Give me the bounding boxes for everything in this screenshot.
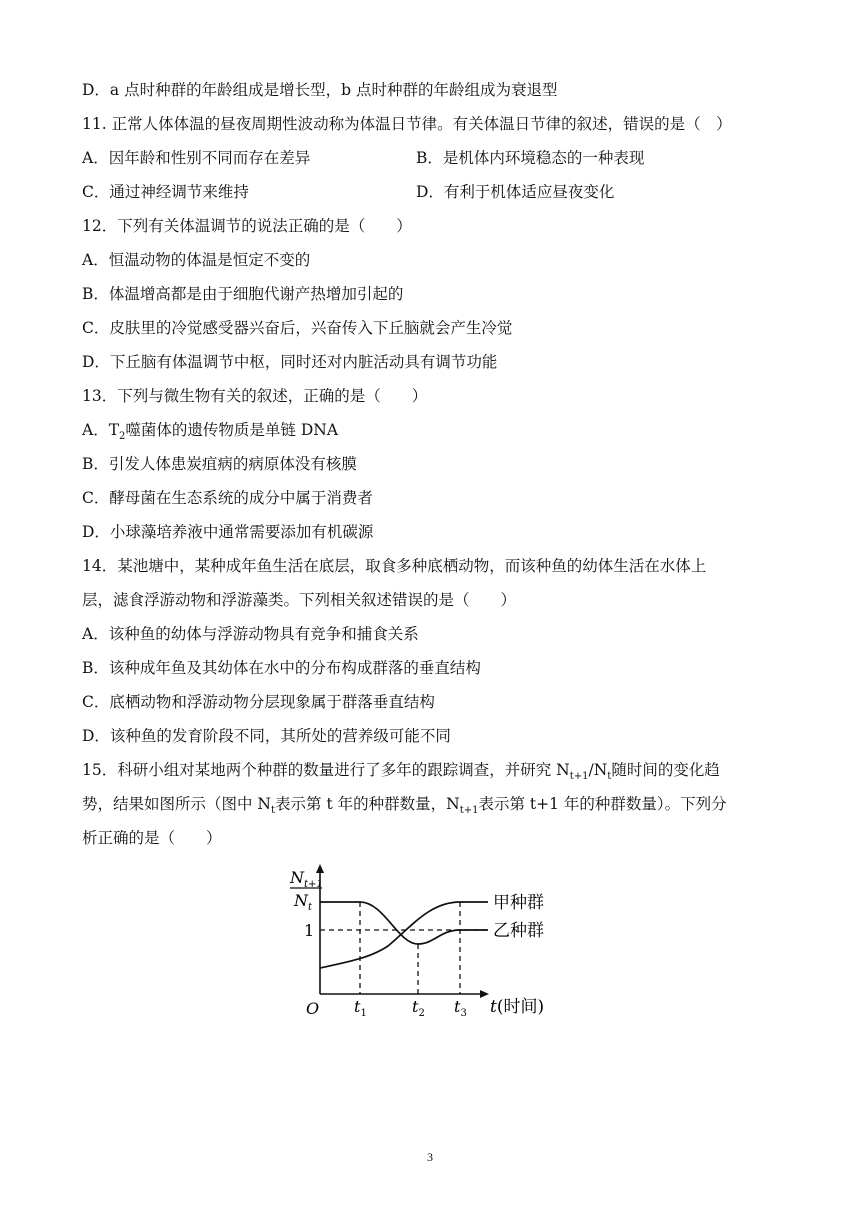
y-tick-1: 1 (304, 921, 315, 940)
q12-option-a: A．恒温动物的体温是恒定不变的 (82, 251, 311, 269)
q14-stem-line2: 层，滤食浮游动物和浮游藻类。下列相关叙述错误的是（ ） (82, 591, 517, 609)
y-axis-arrow (316, 864, 324, 873)
label-yi: 乙种群 (493, 921, 544, 941)
x-axis-arrow (480, 990, 489, 998)
q14-option-c: C．底栖动物和浮游动物分层现象属于群落垂直结构 (82, 693, 435, 711)
q15-l1-a: 15．科研小组对某地两个种群的数量进行了多年的跟踪调查，并研究 N (82, 761, 570, 779)
page-number: 3 (427, 1150, 433, 1164)
q14-option-d: D．该种鱼的发育阶段不同，其所处的营养级可能不同 (82, 727, 451, 745)
q13a-subscript: 2 (119, 431, 126, 443)
q15-stem-line1 (82, 760, 720, 783)
q15-l2-a: 势，结果如图所示（图中 N (82, 795, 271, 813)
q12-stem: 12．下列有关体温调节的说法正确的是（ ） (82, 217, 412, 235)
y-denominator: $N_t$ (294, 891, 313, 913)
q15-l2-sub2: t+1 (459, 805, 479, 817)
curve-yi (320, 902, 488, 944)
q13-option-d: D．小球藻培养液中通常需要添加有机碳源 (82, 523, 374, 541)
q14-option-b: B．该种成年鱼及其幼体在水中的分布构成群落的垂直结构 (82, 659, 481, 677)
t2-label: $t_2$ (412, 997, 425, 1019)
q11-option-d: D．有利于机体适应昼夜变化 (416, 183, 615, 201)
q14-stem-line1: 14．某池塘中，某种成年鱼生活在底层，取食多种底栖动物，而该种鱼的幼体生活在水体上 (82, 557, 707, 575)
q15-stem-line2 (82, 794, 727, 817)
q13-option-b: B．引发人体患炭疽病的病原体没有核膜 (82, 455, 357, 473)
q15-l1-c: 随时间的变化趋 (611, 761, 720, 779)
q12-option-d: D．下丘脑有体温调节中枢，同时还对内脏活动具有调节功能 (82, 353, 498, 371)
q15-l1-sub1: t+1 (569, 771, 589, 783)
q11-option-c: C．通过神经调节来维持 (82, 183, 249, 201)
t3-label: $t_3$ (454, 997, 467, 1019)
q12-option-c: C．皮肤里的冷觉感受器兴奋后，兴奋传入下丘脑就会产生冷觉 (82, 319, 513, 337)
y-numerator: $N_{t+1}$ (290, 868, 323, 890)
origin-label: O (306, 999, 320, 1018)
population-ratio-graph (288, 862, 578, 1020)
q15-l1-sub2: t (607, 771, 612, 783)
q13-option-a (82, 420, 339, 443)
q13a-prefix: A．T (82, 421, 120, 439)
q15-l2-c: 表示第 t+1 年的种群数量）。下列分 (478, 795, 727, 813)
q15-l2-b: 表示第 t 年的种群数量，N (275, 795, 460, 813)
q13-option-c: C．酵母菌在生态系统的成分中属于消费者 (82, 489, 373, 507)
label-jia: 甲种群 (493, 893, 544, 913)
q10-option-d: D．a 点时种群的年龄组成是增长型，b 点时种群的年龄组成为衰退型 (82, 81, 558, 99)
q15-l2-sub1: t (271, 805, 276, 817)
q13a-text: 噬菌体的遗传物质是单链 DNA (125, 421, 339, 439)
x-axis-label: t(时间) (490, 997, 545, 1017)
q14-option-a: A．该种鱼的幼体与浮游动物具有竞争和捕食关系 (82, 625, 419, 643)
q15-l1-b: /N (588, 761, 608, 779)
curve-jia (320, 902, 488, 968)
q12-option-b: B．体温增高都是由于细胞代谢产热增加引起的 (82, 285, 404, 303)
q11-option-a: A．因年龄和性别不同而存在差异 (82, 149, 311, 167)
q11-stem: 11. 正常人体体温的昼夜周期性波动称为体温日节律。有关体温日节律的叙述，错误的是（ ） (82, 115, 732, 133)
q13-stem: 13．下列与微生物有关的叙述，正确的是（ ） (82, 387, 428, 405)
q15-stem-line3: 析正确的是（ ） (82, 829, 222, 847)
q11-option-b: B．是机体内环境稳态的一种表现 (416, 149, 645, 167)
t1-label: $t_1$ (354, 997, 367, 1019)
